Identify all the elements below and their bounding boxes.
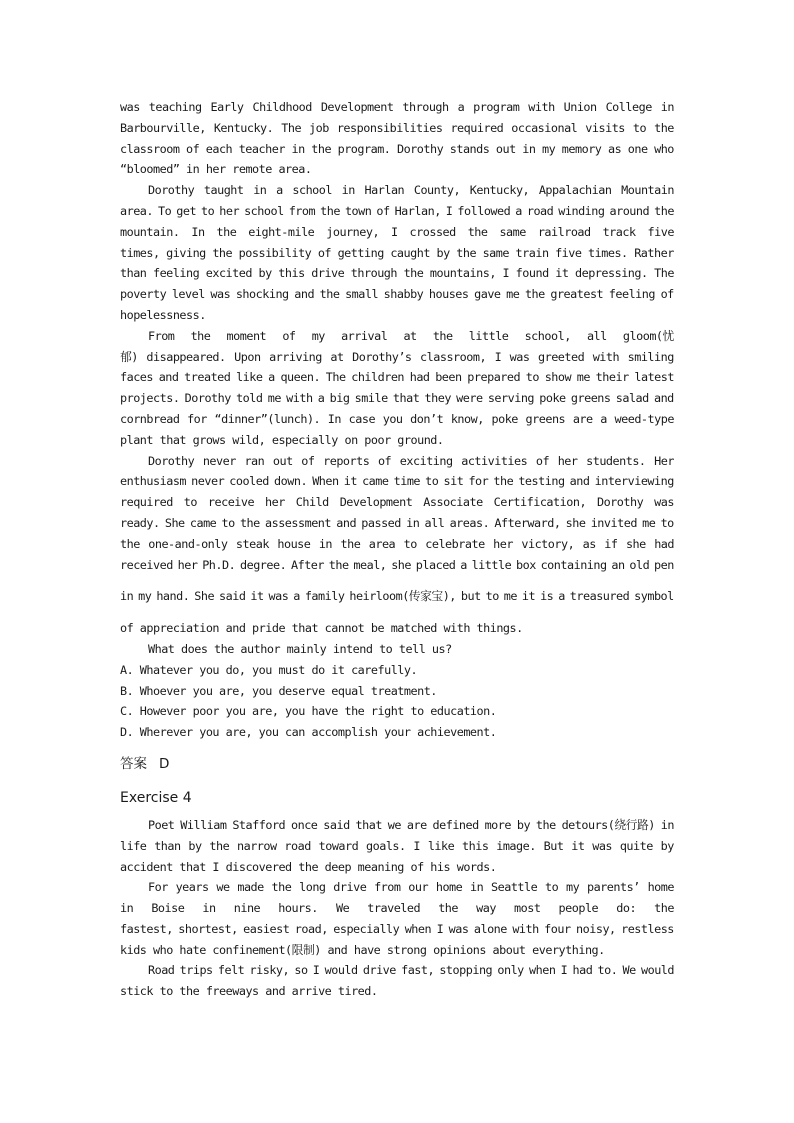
passage-3 — [120, 97, 674, 775]
paragraph-line: From the moment of my arrival at the little school, all gloom(忧 — [148, 328, 674, 343]
paragraph-line: enthusiasm never cooled down. When it came time to sit for the testing and interviewing — [120, 474, 674, 489]
paragraph-line: For years we made the long drive from our home in Seattle to my parents’ home — [148, 880, 674, 895]
paragraph-line: stick to the freeways and arrive tired. — [120, 984, 378, 999]
paragraph-line: “bloomed” in her remote area. — [120, 162, 312, 177]
option-a: A. Whatever you do, you must do it carefully. — [120, 662, 418, 677]
paragraph-line: the one-and-only steak house in the area to celebrate her victory, as if she had — [120, 536, 674, 551]
paragraph-line: fastest, shortest, easiest road, especially when I was alone with four noisy, restless — [120, 921, 674, 936]
paragraph-line: poverty level was shocking and the small shabby houses gave me the greatest feeling of — [120, 287, 674, 302]
paragraph-line: in my hand. She said it was a family heirloom(传家宝), but to me it is a treasured symbol — [120, 589, 674, 604]
answer-value: D — [159, 755, 170, 772]
exercise-4-passage — [120, 815, 674, 1002]
paragraph-line: required to receive her Child Development Associate Certification, Dorothy was — [120, 495, 674, 510]
paragraph-line: Poet William Stafford once said that we are defined more by the detours(绕行路) in — [148, 817, 674, 832]
paragraph-line: in Boise in nine hours. We traveled the way most people do: the — [120, 901, 674, 916]
paragraph-line: ready. She came to the assessment and passed in all areas. Afterward, she invited me to — [120, 515, 674, 530]
option-d: D. Wherever you are, you can accomplish your achievement. — [120, 725, 497, 740]
paragraph-line: mountain. In the eight-mile journey, I crossed the same railroad track five — [120, 224, 674, 239]
paragraph-line: Dorothy never ran out of reports of exciting activities of her students. Her — [148, 453, 674, 468]
paragraph-line: area. To get to her school from the town of Harlan, I followed a road winding around the — [120, 203, 674, 218]
answer-row — [120, 753, 674, 775]
option-c: C. However poor you are, you have the right to education. — [120, 704, 497, 719]
paragraph-line: of appreciation and pride that cannot be matched with things. — [120, 621, 523, 636]
answer-label: 答案 — [120, 755, 147, 772]
paragraph-line: projects. Dorothy told me with a big smile that they were serving poke greens salad and — [120, 391, 674, 406]
paragraph-line: plant that grows wild, especially on poor ground. — [120, 432, 444, 447]
paragraph-line: received her Ph.D. degree. After the meal, she placed a little box containing an old pen — [120, 557, 674, 572]
paragraph-line: times, giving the possibility of getting caught by the same train five times. Rather — [120, 245, 674, 260]
paragraph-line: cornbread for “dinner”(lunch). In case you don’t know, poke greens are a weed-type — [120, 411, 674, 426]
paragraph-line: than feeling excited by this drive through the mountains, I found it depressing. The — [120, 266, 674, 281]
paragraph-line: was teaching Early Childhood Development through a program with Union College in — [120, 100, 674, 114]
paragraph-line: classroom of each teacher in the program. Dorothy stands out in my memory as one who — [120, 141, 674, 156]
paragraph-line: faces and treated like a queen. The children had been prepared to show me their latest — [120, 370, 674, 385]
paragraph-line: accident that I discovered the deep meaning of his words. — [120, 859, 497, 874]
paragraph-line: life than by the narrow road toward goals. I like this image. But it was quite by — [120, 838, 674, 853]
paragraph-line: hopelessness. — [120, 307, 206, 322]
paragraph-line: Barbourville, Kentucky. The job responsibilities required occasional visits to the — [120, 120, 674, 135]
section-title: Exercise 4 — [120, 789, 192, 806]
document-page — [120, 97, 674, 1002]
question-text: What does the author mainly intend to tell us? — [148, 641, 452, 656]
option-b: B. Whoever you are, you deserve equal treatment. — [120, 683, 437, 698]
paragraph-line: Dorothy taught in a school in Harlan County, Kentucky, Appalachian Mountain — [148, 183, 674, 198]
paragraph-line: Road trips felt risky, so I would drive fast, stopping only when I had to. We would — [148, 963, 674, 978]
paragraph-line: kids who hate confinement(限制) and have strong opinions about everything. — [120, 942, 605, 957]
paragraph-line: 郁) disappeared. Upon arriving at Dorothy’s classroom, I was greeted with smiling — [120, 349, 674, 364]
